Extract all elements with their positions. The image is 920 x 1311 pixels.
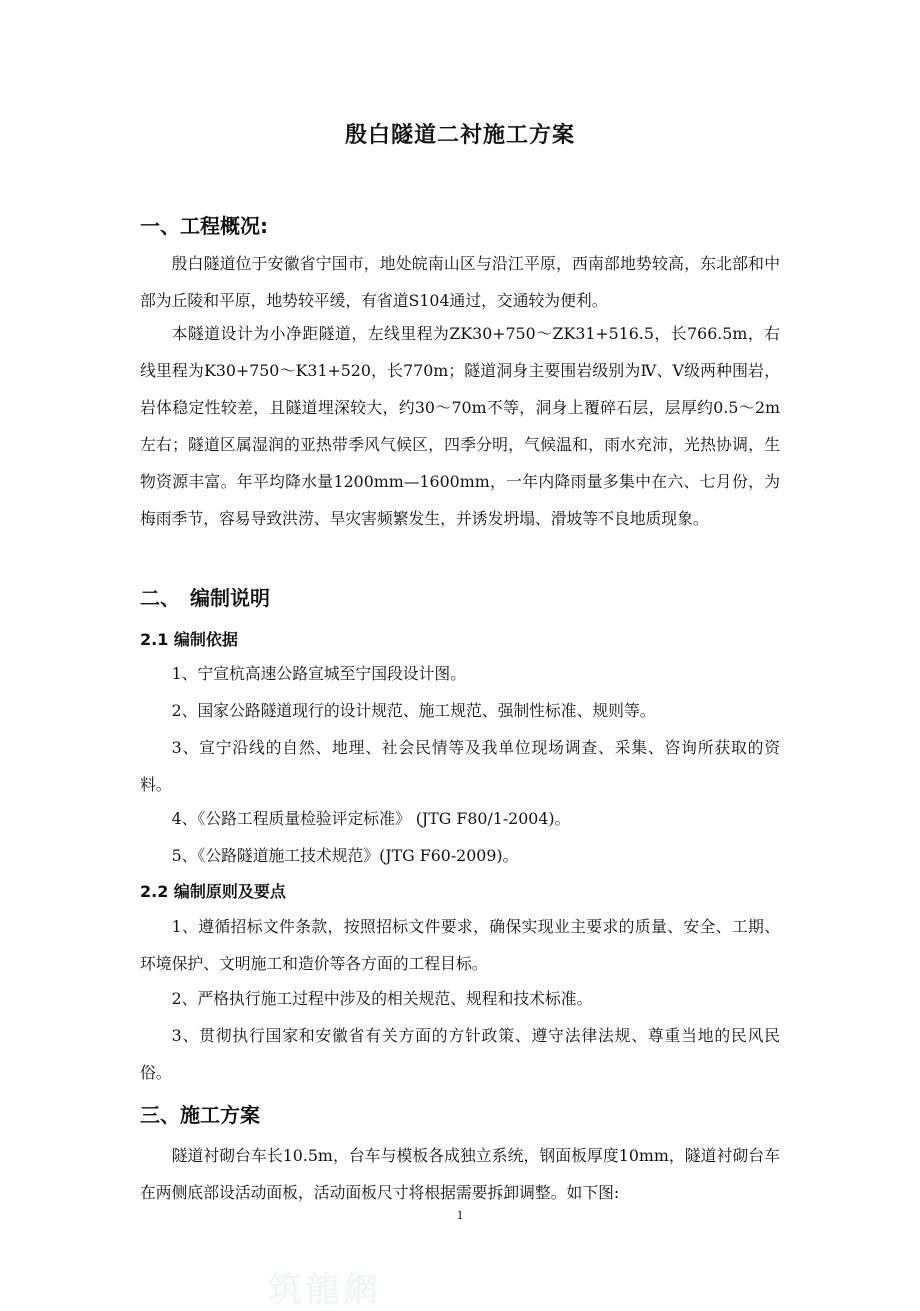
paragraph-lining-trolley: 隧道衬砌台车长10.5m，台车与模板各成独立系统，钢面板厚度10mm，隧道衬砌台车在两侧底部设活动面板，活动面板尺寸将根据需要拆卸调整。如下图: — [140, 1146, 780, 1202]
paragraph-location: 殷白隧道位于安徽省宁国市，地处皖南山区与沿江平原，西南部地势较高，东北部和中部为丘陵和平原，地势较平缓，有省道S104通过，交通较为便利。 — [140, 254, 780, 310]
list-item: 2、严格执行施工过程中涉及的相关规范、规程和技术标准。 — [171, 989, 593, 1008]
list-item: 4、《公路工程质量检验评定标准》 (JTG F80/1-2004)。 — [171, 809, 571, 828]
subsection-heading-basis: 2.1 编制依据 — [140, 630, 238, 649]
list-item: 5、《公路隧道施工技术规范》(JTG F60-2009)。 — [171, 846, 519, 865]
section-heading-construction-plan: 三、施工方案 — [140, 1103, 260, 1127]
list-item: 1、遵循招标文件条款，按照招标文件要求，确保实现业主要求的质量、安全、工期、环境保护、文明施工和造价等各方面的工程目标。 — [140, 917, 780, 973]
list-item: 3、贯彻执行国家和安徽省有关方面的方针政策、遵守法律法规、尊重当地的民风民俗。 — [140, 1026, 780, 1082]
list-item: 1、宁宣杭高速公路宣城至宁国段设计图。 — [171, 664, 466, 683]
list-item: 3、宣宁沿线的自然、地理、社会民情等及我单位现场调查、采集、咨询所获取的资料。 — [140, 738, 780, 794]
section-heading-preparation: 二、 编制说明 — [140, 586, 270, 610]
paragraph-tunnel-design: 本隧道设计为小净距隧道，左线里程为ZK30+750～ZK31+516.5，长766.5m，右线里程为K30+750～K31+520，长770m；隧道洞身主要围岩级别为Ⅳ、Ⅴ级两种围岩，岩体稳定性较差，且隧道埋深较大，约30～70m不等，洞身上覆碎石层，层厚约0.5～2m左右；隧道区属湿润的亚热带季风气候区，四季分明，气候温和，雨水充沛，光热协调，生物资源丰富。年平均降水量1200mm—1600mm，一年内降雨量多集中在六、七月份，为梅雨季节，容易导致洪涝、旱灾害频繁发生，并诱发坍塌、滑坡等不良地质现象。 — [140, 324, 780, 528]
page-number: 1 — [456, 1207, 464, 1222]
section-heading-overview: 一、工程概况: — [140, 214, 268, 238]
document-title: 殷白隧道二衬施工方案 — [344, 123, 575, 148]
watermark: 筑龍網 — [268, 1270, 382, 1310]
list-item: 2、国家公路隧道现行的设计规范、施工规范、强制性标准、规则等。 — [171, 701, 656, 720]
subsection-heading-principles: 2.2 编制原则及要点 — [140, 882, 286, 901]
